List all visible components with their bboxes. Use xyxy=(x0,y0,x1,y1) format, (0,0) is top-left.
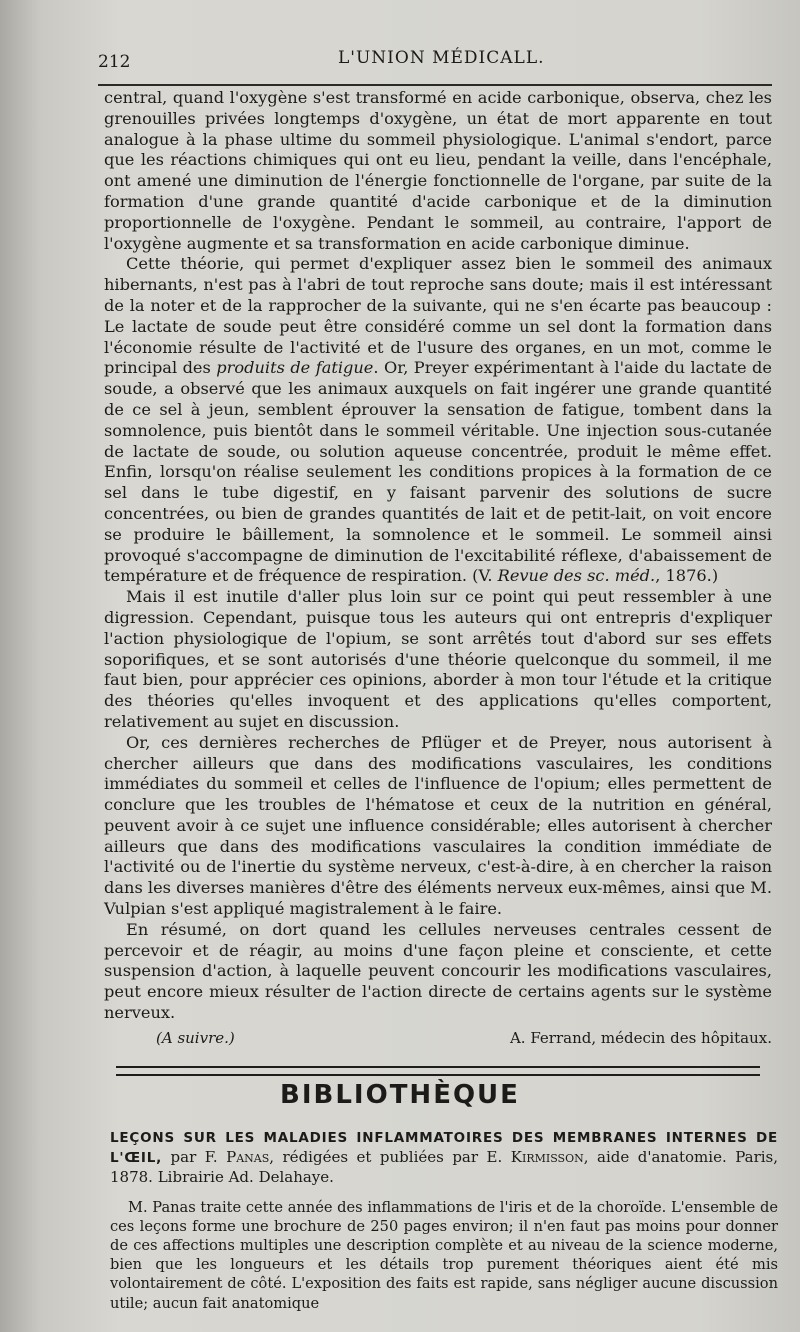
paragraph-4: Or, ces dernières recherches de Pflüger et de Preyer, nous autorisent à chercher ailleurs que dans des modifications vasculaires, les conditions immédiates du sommeil et celles de l'influence de l'opium; elles permettent de conclure que les troubles de l'hématose et ceux de la nutrition en général, peuvent avoir à ce sujet une influence considérable; elles autorisent à chercher ailleurs que dans des modifications vasculaires la condition immédiate de l'activité ou de l'inertie du système nerveux, c'est-à-dire, à en chercher la raison dans les diverses manières d'être des éléments nerveux eux-mêmes, ainsi que M. Vulpian s'est appliqué magistralement à le faire. xyxy=(104,732,772,919)
book-author: F. Panas xyxy=(204,1148,270,1167)
book-editor: E. Kirmisson xyxy=(486,1148,584,1167)
book-citation: LEÇONS SUR LES MALADIES INFLAMMATOIRES DES MEMBRANES INTERNES DE L'ŒIL, par F. Panas, rédigées et publiées par E. Kirmisson, aide d'anatomie. Paris, 1878. Librairie Ad. Delahaye. xyxy=(110,1130,779,1187)
page-header xyxy=(98,44,770,74)
to-be-continued: (A suivre.) xyxy=(156,1028,235,1047)
paragraph-5: En résumé, on dort quand les cellules nerveuses centrales cessent de percevoir et de réagir, au moins d'une façon pleine et consciente, et cette suspension d'action, à laquelle peuvent concourir les modifications vasculaires, peut encore mieux résulter de l'action directe de certains agents sur le système nerveux. xyxy=(104,919,772,1023)
book-review xyxy=(110,1128,778,1313)
paragraph-3: Mais il est inutile d'aller plus loin sur ce point qui peut ressembler à une digression. Cependant, puisque tous les auteurs qui ont entrepris d'expliquer l'action physiologique de l'opium, se sont arrêtés tout d'abord sur ses effets soporifiques, et se sont autorisés d'une théorie quelconque du sommeil, il me faut bien, pour apprécier ces opinions, aborder à mon tour l'étude et la critique des théories qu'elles invoquent et des applications qu'elles comportent, relativement au sujet en discussion. xyxy=(104,587,772,731)
author-signature: A. Ferrand, médecin des hôpitaux. xyxy=(509,1028,772,1047)
section-title: BIBLIOTHÈQUE xyxy=(280,1080,520,1110)
page-number: 212 xyxy=(98,52,131,72)
section-divider xyxy=(116,1066,760,1076)
article-signature xyxy=(104,1028,772,1050)
article-body xyxy=(104,88,772,1050)
paragraph-1: central, quand l'oxygène s'est transformé en acide carbonique, observa, chez les grenouilles privées longtemps d'oxygène, un état de mort apparente en tout analogue à la phase ultime du sommeil physiologique. L'animal s'endort, parce que les réactions chimiques qui ont eu lieu, pendant la veille, dans l'encéphale, ont amené une diminution de l'énergie fonctionnelle de l'organe, par suite de la formation d'une grande quantité d'acide carbonique et de la diminution proportionnelle de l'oxygène. Pendant le sommeil, au contraire, l'apport de l'oxygène augmente et sa transformation en acide carbonique diminue. xyxy=(104,88,772,253)
header-rule xyxy=(98,84,772,86)
book-title: LEÇONS SUR LES MALADIES INFLAMMATOIRES DES MEMBRANES INTERNES DE L'ŒIL, xyxy=(110,1130,778,1167)
review-text: M. Panas traite cette année des inflammations de l'iris et de la choroïde. L'ensemble de ces leçons forme une brochure de 250 pages environ; il n'en faut pas moins pour donner de ces affections multiples une description complète et au niveau de la science moderne, bien que les longueurs et les détails trop purement théoriques aient été mis volontairement de côté. L'exposition des faits est rapide, sans négliger aucune discussion utile; aucun fait anatomique xyxy=(110,1198,778,1312)
running-title: L'UNION MÉDICALL. xyxy=(338,48,545,68)
paragraph-2: Cette théorie, qui permet d'expliquer assez bien le sommeil des animaux hibernants, n'est pas à l'abri de tout reproche sans doute; mais il est intéressant de la noter et de la rapprocher de la suivante, qui ne s'en écarte pas beaucoup : Le lactate de soude peut être considéré comme un sel dont la formation dans l'économie résulte de l'activité et de l'usure des organes, en un mot, comme le principal des produits de fatigue. Or, Preyer expérimentant à l'aide du lactate de soude, a observé que les animaux auxquels on fait ingérer une grande quantité de ce sel à jeun, semblent éprouver la sensation de fatigue, tombent dans la somnolence, puis bientôt dans le sommeil véritable. Une injection sous-cutanée de lactate de soude, ou solution aqueuse concentrée, produit le même effet. Enfin, lorsqu'on réalise seulement les conditions propices à la formation de ce sel dans le tube digestif, en y faisant parvenir des solutions de sucre concentrées, ou bien de grandes quantités de lait et de petit-lait, on voit encore se produire le bâillement, la somnolence et le sommeil. Le sommeil ainsi provoqué s'accompagne de diminution de l'excitabilité réflexe, d'abaissement de température et de fréquence de respiration. (V. Revue des sc. méd., 1876.) xyxy=(104,254,772,586)
